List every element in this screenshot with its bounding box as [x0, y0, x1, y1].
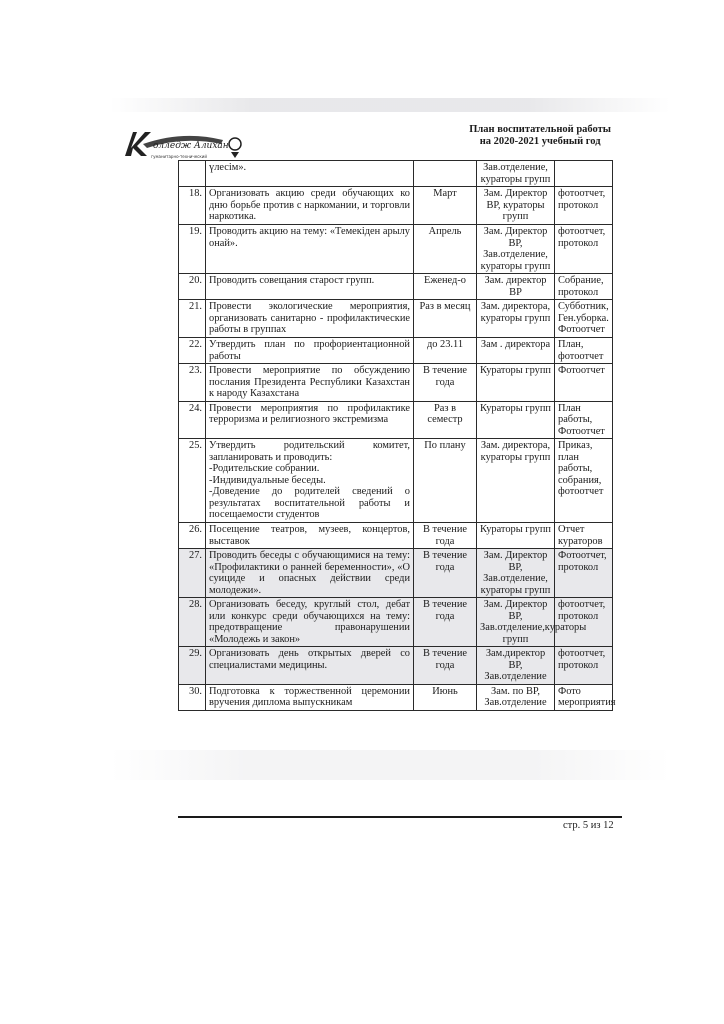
event-cell: Утвердить план по профориентационной работы — [206, 338, 414, 364]
report-cell: фотоотчет, протокол — [555, 225, 613, 274]
report-cell: Фотоотчет — [555, 364, 613, 402]
row-number: 29. — [179, 647, 206, 685]
report-cell: фотоотчет, протокол — [555, 647, 613, 685]
event-cell: Организовать акцию среди обучающих ко дню борьбе против с наркомании, и торговли наркотика. — [206, 187, 414, 225]
responsible-cell: Зам. Директор ВР, кураторы групп — [477, 187, 555, 225]
term-cell — [414, 161, 477, 187]
row-number: 22. — [179, 338, 206, 364]
term-cell: В течение года — [414, 549, 477, 598]
term-cell: Апрель — [414, 225, 477, 274]
row-number: 21. — [179, 300, 206, 338]
responsible-cell: Зам. Директор ВР, Зав.отделение, кураторы групп — [477, 549, 555, 598]
scan-shadow-top — [110, 98, 670, 112]
row-number: 23. — [179, 364, 206, 402]
row-number: 27. — [179, 549, 206, 598]
report-cell: Отчет кураторов — [555, 523, 613, 549]
row-number: 26. — [179, 523, 206, 549]
table-row — [179, 684, 613, 710]
event-cell: Провести экологические мероприятия, организовать санитарно - профилактические работы в группах — [206, 300, 414, 338]
event-cell: Организовать беседу, круглый стол, дебат или конкурс среди обучающихся на тему: предотвращение правонарушении «Молодежь и закон» — [206, 598, 414, 647]
responsible-cell: Зам. Директор ВР, Зав.отделение,кураторы групп — [477, 598, 555, 647]
term-cell: Март — [414, 187, 477, 225]
report-cell: Приказ, план работы, собрания, фотоотчет — [555, 439, 613, 523]
report-cell: Фото мероприятия — [555, 684, 613, 710]
plan-table — [178, 160, 616, 711]
report-cell: фотоотчет, протокол — [555, 598, 613, 647]
page-number: стр. 5 из 12 — [563, 820, 614, 831]
event-cell: Проводить акцию на тему: «Темекіден арылу онай». — [206, 225, 414, 274]
table-row — [179, 598, 613, 647]
event-cell: Провести мероприятия по профилактике терроризма и религиозного экстремизма — [206, 401, 414, 439]
report-cell: фотоотчет, протокол — [555, 187, 613, 225]
responsible-cell: Зам. по ВР, Зав.отделение — [477, 684, 555, 710]
page-header — [123, 118, 623, 160]
responsible-cell: Кураторы групп — [477, 523, 555, 549]
row-number — [179, 161, 206, 187]
term-cell: Июнь — [414, 684, 477, 710]
responsible-cell: Зам. директора, кураторы групп — [477, 439, 555, 523]
responsible-cell: Зав.отделение, кураторы групп — [477, 161, 555, 187]
report-cell: Субботник, Ген.уборка. Фотоотчет — [555, 300, 613, 338]
table-row — [179, 647, 613, 685]
svg-text:гуманитарно-технический: гуманитарно-технический — [151, 154, 207, 159]
table-row — [179, 439, 613, 523]
row-number: 19. — [179, 225, 206, 274]
term-cell: В течение года — [414, 364, 477, 402]
term-cell: Еженед-о — [414, 274, 477, 300]
table-row — [179, 187, 613, 225]
event-cell: Организовать день открытых дверей со специалистами медицины. — [206, 647, 414, 685]
report-cell — [555, 161, 613, 187]
term-cell: В течение года — [414, 647, 477, 685]
row-number: 20. — [179, 274, 206, 300]
table-row — [179, 300, 613, 338]
event-cell: Проводить беседы с обучающимися на тему: «Профилактики о ранней беременности», «О суициде и опасных действии среди молодежи». — [206, 549, 414, 598]
event-cell: Посещение театров, музеев, концертов, выставок — [206, 523, 414, 549]
term-cell: Раз в семестр — [414, 401, 477, 439]
table-row — [179, 161, 613, 187]
table-row — [179, 364, 613, 402]
logo-lettering: олледж Алихан — [153, 141, 229, 151]
responsible-cell: Зам. директор ВР — [477, 274, 555, 300]
table-row — [179, 401, 613, 439]
table-row — [179, 338, 613, 364]
responsible-cell: Зам . директора — [477, 338, 555, 364]
term-cell: В течение года — [414, 598, 477, 647]
event-cell: Подготовка к торжественной церемонии вручения диплома выпускникам — [206, 684, 414, 710]
responsible-cell: Зам. Директор ВР, Зав.отделение, кураторы групп — [477, 225, 555, 274]
event-cell: Провести мероприятие по обсуждению послания Президента Республики Казахстан к народу Казахстана — [206, 364, 414, 402]
row-number: 28. — [179, 598, 206, 647]
row-number: 30. — [179, 684, 206, 710]
report-cell: Фотоотчет, протокол — [555, 549, 613, 598]
term-cell: В течение года — [414, 523, 477, 549]
responsible-cell: Кураторы групп — [477, 401, 555, 439]
row-number: 18. — [179, 187, 206, 225]
college-logo — [123, 126, 253, 162]
event-cell: Проводить совещания старост групп. — [206, 274, 414, 300]
table-row — [179, 549, 613, 598]
responsible-cell: Кураторы групп — [477, 364, 555, 402]
event-cell: үлесім». — [206, 161, 414, 187]
term-cell: Раз в месяц — [414, 300, 477, 338]
row-number: 24. — [179, 401, 206, 439]
footer-rule — [178, 816, 622, 818]
term-cell: По плану — [414, 439, 477, 523]
row-number: 25. — [179, 439, 206, 523]
responsible-cell: Зам. директора, кураторы групп — [477, 300, 555, 338]
document-title — [469, 124, 611, 148]
report-cell: План, фотоотчет — [555, 338, 613, 364]
title-line-2: на 2020-2021 учебный год — [479, 136, 601, 147]
plan-table-body — [179, 161, 616, 711]
table-row — [179, 225, 613, 274]
event-cell: Утвердить родительский комитет, запланировать и проводить: -Родительские собрании. -Индивидуальные беседы. -Доведение до родителей сведений о результатах воспитательной работы и посещаемости студентов — [206, 439, 414, 523]
report-cell: План работы, Фотоотчет — [555, 401, 613, 439]
table-row — [179, 274, 613, 300]
scan-shadow-mid — [110, 750, 670, 780]
report-cell: Собрание, протокол — [555, 274, 613, 300]
title-line-1: План воспитательной работы — [469, 124, 611, 135]
responsible-cell: Зам.директор ВР, Зав.отделение — [477, 647, 555, 685]
table-row — [179, 523, 613, 549]
term-cell: до 23.11 — [414, 338, 477, 364]
